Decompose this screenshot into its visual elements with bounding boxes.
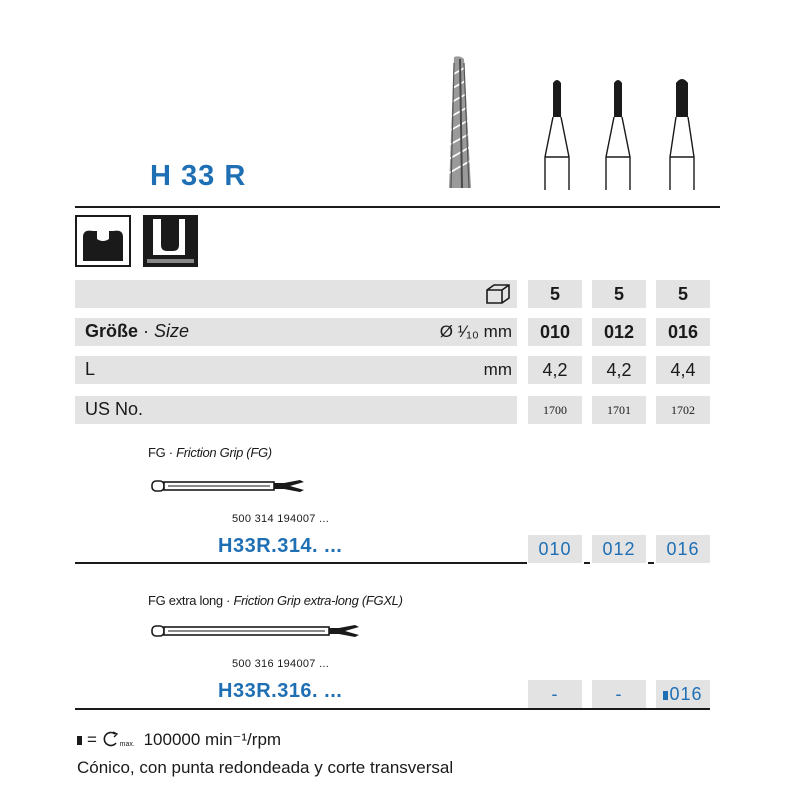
fg-label-rest: · Friction Grip (FG) [165,445,272,460]
us-label: US No. [85,399,144,419]
rotation-icon [102,731,120,747]
fg-cell-sep-1 [584,562,590,564]
fgxl-value-3 [656,680,710,708]
us-value-2: 1701 [592,396,646,424]
speed-note [77,730,281,750]
bur-tapered-image [440,55,480,190]
size-label-bold: Größe [85,321,139,341]
fg-value-1: 010 [528,535,582,563]
fgxl-value-1: - [528,680,582,708]
description: Cónico, con punta redondeada y corte transversal [77,758,454,777]
pack-value-1: 5 [528,280,582,308]
package-icon [484,283,512,305]
header-divider [75,206,720,208]
friction-grip-extra-long-shank [150,621,365,641]
product-title: H 33 R [150,160,247,192]
size-unit: Ø ¹⁄₁₀ mm [439,322,512,341]
fgxl-label-prefix: FG extra long [148,593,223,608]
speed-equals: = [87,730,97,749]
length-label: L [85,359,96,379]
fgxl-label [148,593,403,608]
size-value-2: 012 [592,318,646,346]
fg-value-2: 012 [592,535,646,563]
pack-value-3: 5 [656,280,710,308]
size-label-sep: · [143,321,150,341]
us-value-3: 1702 [656,396,710,424]
fg-label-prefix: FG [148,445,166,460]
length-value-1: 4,2 [528,356,582,384]
speed-value: 100000 min⁻¹/rpm [143,730,282,749]
speed-indicator-square [663,691,668,700]
pack-value-2: 5 [592,280,646,308]
fg-cell-sep-2 [648,562,654,564]
fg-code: H33R.314. ... [218,535,343,557]
length-unit: mm [483,360,512,379]
length-value-3: 4,4 [656,356,710,384]
fgxl-order-number: 500 316 194007 ... [232,658,330,670]
fgxl-value-3-text: 016 [669,684,703,704]
us-value-1: 1700 [528,396,582,424]
size-label-italic: Size [154,321,190,341]
fg-label [148,445,272,460]
bur-small-outline [598,75,638,190]
fgxl-label-rest: · Friction Grip extra-long (FGXL) [222,593,403,608]
cavity-shape-icon [75,215,131,267]
fg-order-number: 500 314 194007 ... [232,513,330,525]
fg-underline [75,562,527,564]
fg-value-3: 016 [656,535,710,563]
fgxl-code: H33R.316. ... [218,680,343,702]
bur-small-outline [537,75,577,190]
length-value-2: 4,2 [592,356,646,384]
size-row-label [85,321,189,342]
preparation-icon [143,215,198,267]
speed-indicator-square [77,736,82,745]
size-value-3: 016 [656,318,710,346]
bur-small-outline [662,75,702,190]
pack-row-band [75,280,517,308]
fgxl-underline [75,708,710,710]
speed-max-label: max. [119,741,135,748]
fgxl-value-2: - [592,680,646,708]
size-value-1: 010 [528,318,582,346]
friction-grip-shank [150,476,310,496]
